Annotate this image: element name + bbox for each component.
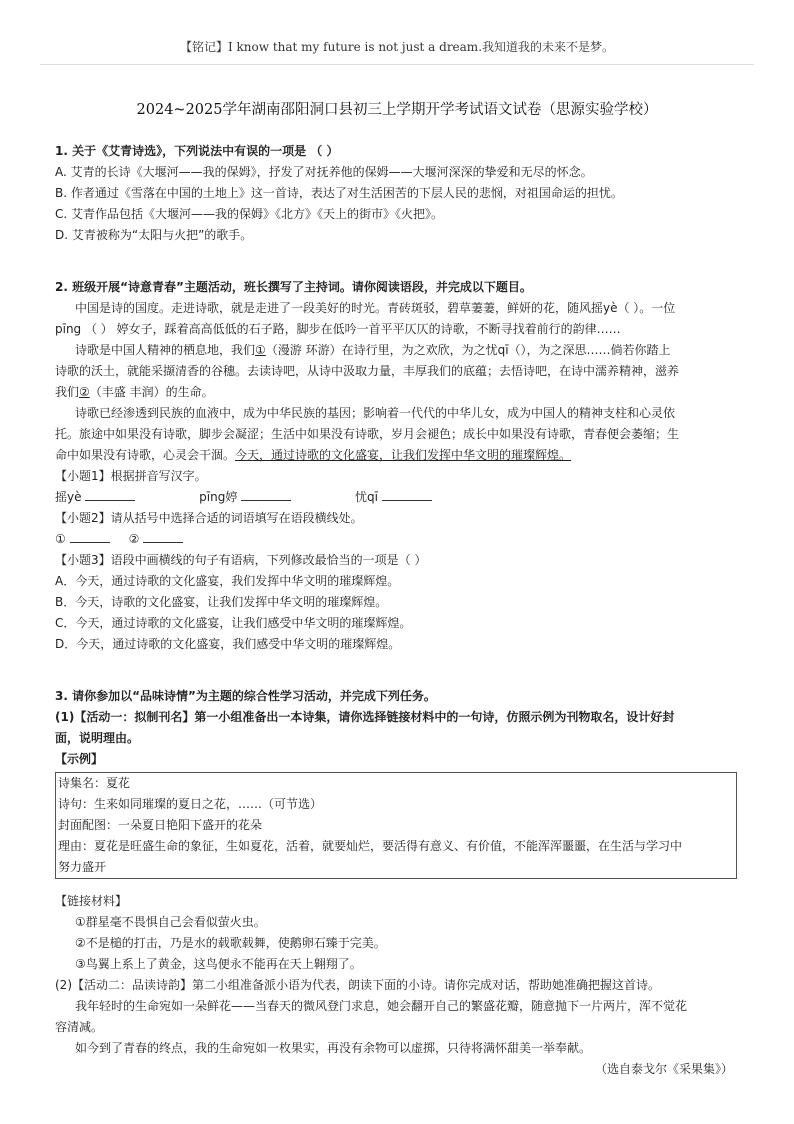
example-line: 诗句：生来如同璀璨的夏日之花，……（可节选） [58,797,323,811]
q1-option-b: B. 作者通过《雪落在中国的土地上》这一首诗，表达了对生活困苦的下层人民的悲悯，对祖国命运的担忧。 [55,186,623,200]
link-item: ③鸟翼上系上了黄金，这鸟便永不能再在天上翱翔了。 [75,957,362,971]
sub3-option-d: D．今天，通过诗歌的文化盛宴，我们感受中华文明的璀璨辉煌。 [55,637,401,651]
q3-activity1-line1: (1)【活动一：拟制刊名】第一小组准备出一本诗集，请你选择链接材料中的一句诗，仿照示例为刊物取名，设计好封 [55,710,675,724]
spacer [55,676,737,686]
fill-item [55,487,135,508]
poem-line: 容清减。 [55,1020,104,1034]
exam-title: 2024~2025学年湖南邵阳洞口县初三上学期开学考试语文试卷（思源实验学校） [136,102,658,118]
q2-para2-line2: 诗歌的沃土，就能采撷清香的谷穗。去读诗吧，从诗中汲取力量，丰厚我们的底蕴；去悟诗吧，在诗中濡养精神，滋养 [55,364,680,378]
header-divider [40,64,754,65]
fill-label: ② [128,532,140,546]
q2-para3-line2: 托。旅途中如果没有诗歌，脚步会凝涩；生活中如果没有诗歌，岁月会褪色；成长中如果没有诗歌，青春便会萎缩；生 [55,427,680,441]
q3-activity2: (2)【活动二：品读诗韵】第二小组准备派小语为代表，朗读下面的小诗。请你完成对话，帮助她准确把握这首诗。 [55,978,661,992]
poem-line: 如今到了青春的终点，我的生命宛如一枚果实，再没有余物可以虚掷，只待将满怀甜美一举奉献。 [75,1041,592,1055]
poem-source: （选自泰戈尔《采果集》） [594,1062,733,1076]
q1-option-c: C. 艾青作品包括《大堰河——我的保姆》《北方》《天上的街市》《火把》。 [55,207,444,221]
answer-blank[interactable] [382,487,432,501]
example-line: 封面配图：一朵夏日艳阳下盛开的花朵 [58,818,263,832]
example-box [55,772,737,879]
blank-2-marker: ② [79,385,90,399]
example-line: 诗集名：夏花 [58,776,131,790]
q2-para3-line3 [55,445,737,466]
answer-blank[interactable] [143,529,183,543]
q2-para1-line1: 中国是诗的国度。走进诗歌，就是走进了一段美好的时光。青砖斑驳，碧草萋萋，鲜妍的花，随风摇yè（ ）。一位 [75,301,676,315]
example-line: 理由：夏花是旺盛生命的象征，生如夏花，活着，就要灿烂，要活得有意义、有价值，不能浑浑噩噩，在生活与学习中 [58,839,683,853]
underlined-sentence: 今天，通过诗歌的文化盛宴，让我们发挥中华文明的璀璨辉煌。 [235,448,572,462]
spacer [55,881,737,891]
answer-blank[interactable] [85,487,135,501]
link-item: ②不是槌的打击，乃是水的载歌载舞，使鹅卵石臻于完美。 [75,936,386,950]
fill-label: ① [55,532,66,546]
example-line: 努力盛开 [58,860,107,874]
fill-item [355,487,432,508]
poem-line: 我年轻时的生命宛如一朵鲜花——当春天的微风登门求息，她会翻开自己的繁盛花瓣，随意抛下一片两片，浑不觉花 [75,999,688,1013]
fill-item [199,487,291,508]
blank-1-marker: ① [255,343,266,357]
q1-stem: 1. 关于《艾青诗选》，下列说法中有误的一项是 （ ） [55,144,339,158]
page-header-motto: 【铭记】I know that my future is not just a dream.我知道我的未来不是梦。 [179,40,615,54]
sub2-fill-row [55,529,737,550]
link-material-label: 【链接材料】 [55,894,128,908]
link-item: ①群星毫不畏惧自己会看似萤火虫。 [75,915,266,929]
q2-para2-text: （漫游 环游）在诗行里，为之欢欣，为之忧qī（），为之深思……倘若你踏上 [265,343,671,357]
q3-activity1-line2: 面，说明理由。 [55,731,140,745]
spacer [55,246,737,267]
q2-para2-line3 [55,382,737,403]
example-label: 【示例】 [55,752,104,766]
sub3-option-b: B．今天，诗歌的文化盛宴，让我们发挥中华文明的璀璨辉煌。 [55,595,388,609]
sub3-option-c: C．今天，通过诗歌的文化盛宴，让我们感受中华文明的璀璨辉煌。 [55,616,412,630]
q2-stem: 2. 班级开展“诗意青春”主题活动，班长撰写了主持词。请你阅读语段，并完成以下题目。 [55,280,532,294]
spacer [55,267,737,277]
q2-para3-line1: 诗歌已经渗透到民族的血液中，成为中华民族的基因；影响着一代代的中华儿女，成为中国人的精神支柱和心灵依 [75,406,676,420]
fill-label: 忧qī [355,490,378,504]
sub-question-1: 【小题1】根据拼音写汉字。 [55,469,207,483]
q2-para3-text: 命中如果没有诗歌，心灵会干涸。 [55,448,236,462]
sub1-fill-row [55,487,737,508]
q1-option-d: D. 艾青被称为“太阳与火把”的歌手。 [55,228,253,242]
fill-label: pīng婷 [199,490,238,504]
fill-label: 摇yè [55,490,82,504]
q2-para2-text: （丰盛 丰润）的生命。 [89,385,214,399]
q2-para1-line2: pīng （ ） 婷女子，踩着高高低低的石子路，脚步在低吟一首平平仄仄的诗歌，不断寻找着前行的韵律…… [55,322,621,336]
sub3-option-a: A．今天，通过诗歌的文化盛宴，我们发挥中华文明的璀璨辉煌。 [55,574,400,588]
sub-question-3: 【小题3】语段中画横线的句子有语病，下列修改最恰当的一项是（ ） [55,553,427,567]
q3-stem: 3. 请你参加以“品味诗情”为主题的综合性学习活动，并完成下列任务。 [55,689,436,703]
exam-content [55,141,737,1080]
answer-blank[interactable] [70,529,110,543]
sub-question-2: 【小题2】请从括号中选择合适的词语填写在语段横线处。 [55,511,363,525]
q2-para2-text: 诗歌是中国人精神的栖息地，我们 [75,343,256,357]
spacer [55,655,737,676]
q1-option-a: A. 艾青的长诗《大堰河——我的保姆》，抒发了对抚养他的保姆——大堰河深深的挚爱和无尽的怀念。 [55,165,593,179]
q2-para2-text: 我们 [55,385,80,399]
q2-para2-line1 [55,340,737,361]
answer-blank[interactable] [241,487,291,501]
